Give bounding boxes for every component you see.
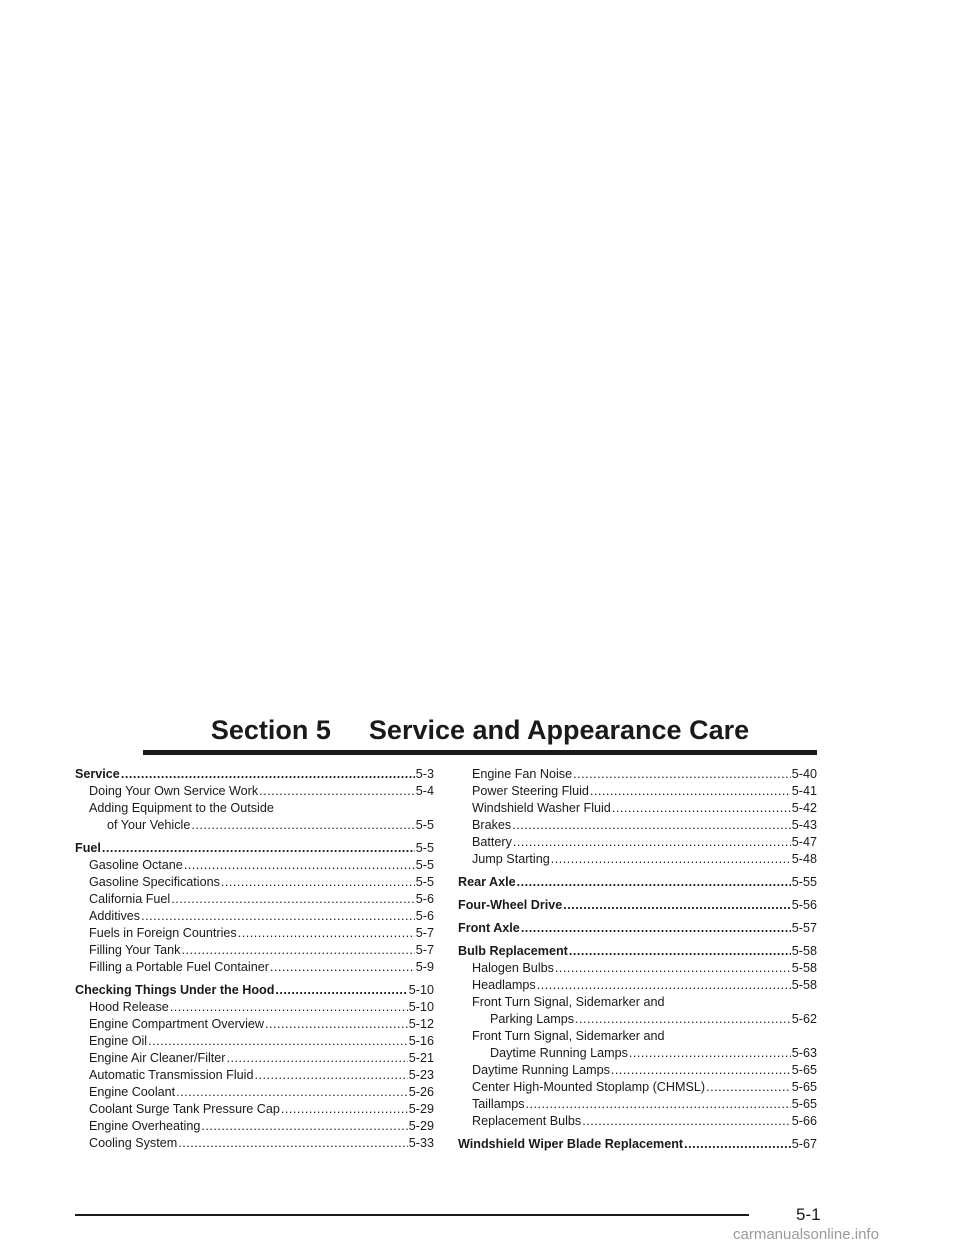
toc-entry[interactable]: [75, 942, 434, 959]
toc-entry-label: Engine Oil: [89, 1034, 148, 1048]
toc-entry-page: 5-58: [791, 944, 817, 958]
dot-leader: [191, 817, 414, 834]
toc-entry-page: 5-26: [408, 1085, 434, 1099]
toc-entry[interactable]: [458, 800, 817, 817]
toc-entry[interactable]: [458, 1062, 817, 1079]
dot-leader: [590, 783, 791, 800]
toc-entry-label: Front Axle: [458, 921, 520, 935]
toc-entry-page: 5-43: [791, 818, 817, 832]
toc-entry-label: Additives: [89, 909, 141, 923]
toc-entry-label: Replacement Bulbs: [472, 1114, 582, 1128]
toc-entry[interactable]: [458, 817, 817, 834]
toc-entry-page: 5-16: [408, 1034, 434, 1048]
toc-entry-page: 5-29: [408, 1102, 434, 1116]
dot-leader: [521, 920, 791, 937]
toc-entry-label: Filling a Portable Fuel Container: [89, 960, 269, 974]
toc-entry[interactable]: [75, 1050, 434, 1067]
toc-entry[interactable]: [75, 800, 434, 817]
toc-entry[interactable]: [75, 999, 434, 1016]
toc-entry[interactable]: [75, 1084, 434, 1101]
toc-entry-label: Brakes: [472, 818, 512, 832]
toc-entry[interactable]: [458, 977, 817, 994]
dot-leader: [582, 1113, 791, 1130]
toc-entry[interactable]: [458, 1096, 817, 1113]
toc-entry-page: 5-3: [415, 767, 434, 781]
toc-entry[interactable]: [75, 925, 434, 942]
toc-entry-label: of Your Vehicle: [107, 818, 191, 832]
toc-entry-page: 5-9: [415, 960, 434, 974]
toc-entry-page: 5-47: [791, 835, 817, 849]
toc-entry[interactable]: [75, 1016, 434, 1033]
toc-entry-label: Daytime Running Lamps: [472, 1063, 610, 1077]
dot-leader: [706, 1079, 791, 1096]
toc-entry-label: Jump Starting: [472, 852, 550, 866]
toc-entry-label: Daytime Running Lamps: [490, 1046, 628, 1060]
dot-leader: [517, 874, 791, 891]
toc-entry[interactable]: [75, 766, 434, 783]
watermark: carmanualsonline.info: [733, 1226, 879, 1243]
toc-entry-page: 5-7: [415, 943, 434, 957]
dot-leader: [238, 925, 415, 942]
dot-leader: [612, 800, 791, 817]
toc-entry[interactable]: [75, 840, 434, 857]
toc-entry-page: 5-5: [415, 875, 434, 889]
toc-entry-page: 5-66: [791, 1114, 817, 1128]
toc-entry-label: Gasoline Specifications: [89, 875, 220, 889]
toc-entry-page: 5-40: [791, 767, 817, 781]
section-title: [143, 712, 817, 748]
dot-leader: [563, 897, 791, 914]
toc-entry[interactable]: [75, 959, 434, 976]
dot-leader: [176, 1084, 408, 1101]
toc-entry[interactable]: [458, 1011, 817, 1028]
dot-leader: [254, 1067, 407, 1084]
toc-entry-label: Taillamps: [472, 1097, 525, 1111]
toc-entry-page: 5-63: [791, 1046, 817, 1060]
toc-entry-label: Filling Your Tank: [89, 943, 181, 957]
toc-entry[interactable]: [75, 1135, 434, 1152]
toc-entry-page: 5-58: [791, 978, 817, 992]
toc-entry[interactable]: [75, 1033, 434, 1050]
dot-leader: [181, 942, 414, 959]
toc-entry-label: Parking Lamps: [490, 1012, 574, 1026]
toc-entry-label: Checking Things Under the Hood: [75, 983, 275, 997]
toc-entry-label: Adding Equipment to the Outside: [89, 801, 274, 815]
toc-entry[interactable]: [75, 891, 434, 908]
dot-leader: [275, 982, 407, 999]
dot-leader: [259, 783, 415, 800]
section-name: Service and Appearance Care: [368, 715, 750, 745]
toc-entry-label: Engine Air Cleaner/Filter: [89, 1051, 226, 1065]
toc-entry[interactable]: [75, 1101, 434, 1118]
toc-entry-page: 5-42: [791, 801, 817, 815]
toc-entry[interactable]: [458, 1045, 817, 1062]
toc-entry-label: Rear Axle: [458, 875, 516, 889]
toc-entry-page: 5-21: [408, 1051, 434, 1065]
toc-entry-page: 5-67: [791, 1137, 817, 1151]
toc-entry[interactable]: [458, 834, 817, 851]
toc-entry-label: Gasoline Octane: [89, 858, 183, 872]
toc-entry-label: Halogen Bulbs: [472, 961, 554, 975]
toc-entry[interactable]: [75, 1067, 434, 1084]
toc-entry[interactable]: [458, 1028, 817, 1045]
toc-entry-page: 5-33: [408, 1136, 434, 1150]
toc-entry[interactable]: [458, 920, 817, 937]
dot-leader: [178, 1135, 408, 1152]
toc-entry-page: 5-65: [791, 1097, 817, 1111]
toc-entry-label: Engine Coolant: [89, 1085, 176, 1099]
toc-entry-page: 5-58: [791, 961, 817, 975]
toc-entry-page: 5-41: [791, 784, 817, 798]
toc-entry-page: 5-57: [791, 921, 817, 935]
toc-entry[interactable]: [458, 874, 817, 891]
toc-entry[interactable]: [75, 908, 434, 925]
toc-entry-label: California Fuel: [89, 892, 171, 906]
toc-entry-label: Fuel: [75, 841, 101, 855]
dot-leader: [281, 1101, 408, 1118]
dot-leader: [551, 851, 791, 868]
toc-entry-page: 5-10: [408, 1000, 434, 1014]
dot-leader: [201, 1118, 407, 1135]
toc-entry-label: Engine Compartment Overview: [89, 1017, 264, 1031]
toc-entry-page: 5-29: [408, 1119, 434, 1133]
dot-leader: [221, 874, 415, 891]
dot-leader: [270, 959, 415, 976]
dot-leader: [629, 1045, 791, 1062]
dot-leader: [573, 766, 791, 783]
toc-entry[interactable]: [458, 851, 817, 868]
toc-entry-label: Hood Release: [89, 1000, 169, 1014]
toc-entry-label: Windshield Washer Fluid: [472, 801, 611, 815]
toc-entry-page: 5-62: [791, 1012, 817, 1026]
dot-leader: [121, 766, 415, 783]
dot-leader: [684, 1136, 791, 1153]
toc-column-right: [458, 766, 817, 1153]
toc-entry[interactable]: [458, 1079, 817, 1096]
toc-entry-page: 5-55: [791, 875, 817, 889]
dot-leader: [148, 1033, 408, 1050]
toc-entry[interactable]: [458, 994, 817, 1011]
toc-entry[interactable]: [75, 982, 434, 999]
toc-entry-page: 5-4: [415, 784, 434, 798]
toc-entry-page: 5-12: [408, 1017, 434, 1031]
section-number: Section 5: [210, 715, 331, 745]
toc-entry-label: Front Turn Signal, Sidemarker and: [472, 1029, 665, 1043]
toc-entry[interactable]: [458, 766, 817, 783]
dot-leader: [102, 840, 415, 857]
toc-entry-label: Front Turn Signal, Sidemarker and: [472, 995, 665, 1009]
toc-entry-label: Engine Fan Noise: [472, 767, 573, 781]
toc-entry[interactable]: [458, 783, 817, 800]
toc-entry[interactable]: [75, 874, 434, 891]
toc-entry[interactable]: [458, 960, 817, 977]
toc-entry-label: Cooling System: [89, 1136, 178, 1150]
toc-entry-page: 5-65: [791, 1063, 817, 1077]
dot-leader: [265, 1016, 408, 1033]
toc-entry[interactable]: [458, 943, 817, 960]
toc-entry[interactable]: [75, 783, 434, 800]
toc-entry-page: 5-7: [415, 926, 434, 940]
dot-leader: [537, 977, 791, 994]
dot-leader: [569, 943, 791, 960]
toc-entry-label: Service: [75, 767, 120, 781]
toc-entry-label: Battery: [472, 835, 512, 849]
toc-entry[interactable]: [458, 897, 817, 914]
toc-entry[interactable]: [75, 1118, 434, 1135]
dot-leader: [141, 908, 415, 925]
toc-entry-label: Automatic Transmission Fluid: [89, 1068, 254, 1082]
toc-entry-page: 5-6: [415, 909, 434, 923]
toc-entry-page: 5-23: [408, 1068, 434, 1082]
toc-entry-label: Center High-Mounted Stoplamp (CHMSL): [472, 1080, 706, 1094]
toc-entry-label: Headlamps: [472, 978, 536, 992]
dot-leader: [555, 960, 791, 977]
toc-entry-page: 5-10: [408, 983, 434, 997]
toc-entry-label: Power Steering Fluid: [472, 784, 589, 798]
toc-entry[interactable]: [75, 857, 434, 874]
dot-leader: [170, 999, 408, 1016]
dot-leader: [575, 1011, 791, 1028]
toc-entry-label: Fuels in Foreign Countries: [89, 926, 237, 940]
toc-entry[interactable]: [458, 1136, 817, 1153]
toc-entry-label: Engine Overheating: [89, 1119, 201, 1133]
toc-entry-page: 5-5: [415, 858, 434, 872]
toc-entry-page: 5-48: [791, 852, 817, 866]
dot-leader: [227, 1050, 408, 1067]
toc-entry-label: Bulb Replacement: [458, 944, 568, 958]
dot-leader: [611, 1062, 791, 1079]
toc-entry-page: 5-56: [791, 898, 817, 912]
page-number: 5-1: [796, 1205, 821, 1224]
toc-entry-page: 5-65: [791, 1080, 817, 1094]
toc-entry-label: Windshield Wiper Blade Replacement: [458, 1137, 684, 1151]
footer-rule: [75, 1214, 749, 1216]
dot-leader: [513, 834, 791, 851]
toc-entry-page: 5-5: [415, 818, 434, 832]
toc-entry-label: Doing Your Own Service Work: [89, 784, 259, 798]
toc-column-left: [75, 766, 434, 1152]
toc-entry[interactable]: [75, 817, 434, 834]
dot-leader: [184, 857, 415, 874]
toc-entry-page: 5-5: [415, 841, 434, 855]
toc-entry-label: Coolant Surge Tank Pressure Cap: [89, 1102, 280, 1116]
dot-leader: [171, 891, 415, 908]
toc-entry-label: Four-Wheel Drive: [458, 898, 563, 912]
title-rule: [143, 750, 817, 755]
dot-leader: [526, 1096, 791, 1113]
toc-entry-page: 5-6: [415, 892, 434, 906]
toc-entry[interactable]: [458, 1113, 817, 1130]
dot-leader: [512, 817, 791, 834]
